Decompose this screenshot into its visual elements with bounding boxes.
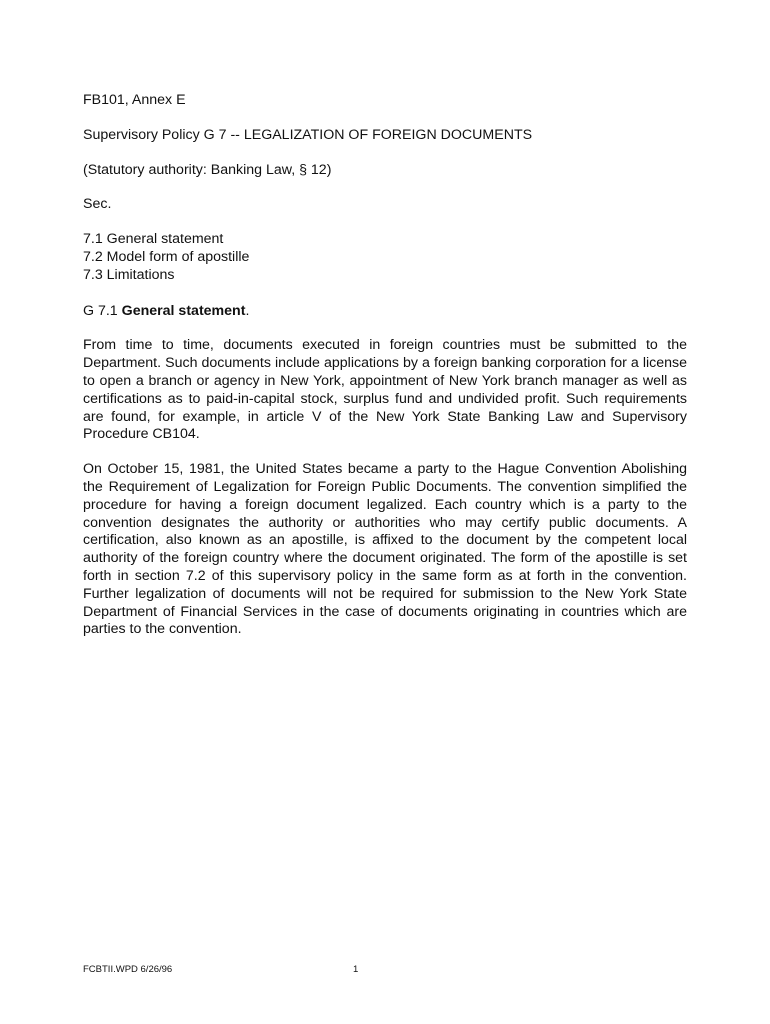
document-body (83, 92, 687, 656)
footer-file-label: FCBTII.WPD 6/26/96 (83, 964, 173, 975)
body-paragraph: On October 15, 1981, the United States became a party to the Hague Convention Abolishing the Requirement of Legalization for Foreign Public Documents. The convention simplified the procedure for having a foreign document legalized. Each country which is a party to the convention designates the authority or authorities who may certify public documents. A certification, also known as an apostille, is affixed to the document by the competent local authority of the foreign country where the document originated. The form of the apostille is set forth in section 7.2 of this supervisory policy in the same form as at forth in the convention. Further legalization of documents will not be required for submission to the New York State Department of Financial Services in the case of documents originating in countries which are parties to the convention. (83, 461, 687, 638)
page-number: 1 (353, 964, 359, 975)
section-heading (83, 303, 687, 321)
table-of-contents (83, 231, 687, 284)
section-number: G 7.1 (83, 302, 122, 319)
annex-label: FB101, Annex E (83, 92, 186, 108)
body-paragraph: From time to time, documents executed in foreign countries must be submitted to the Department. Such documents include applications by a foreign banking corporation for a license to open a branch or agency in New York, appointment of New York branch manager as well as certifications as to paid-in-capital stock, surplus fund and undivided profit. Such requirements are found, for example, in article V of the New York State Banking Law and Supervisory Procedure CB104. (83, 337, 687, 443)
toc-item: 7.1 General statement (83, 231, 224, 248)
section-title: General statement (121, 302, 246, 319)
section-heading-period: . (245, 302, 250, 319)
toc-item: 7.3 Limitations (83, 266, 175, 283)
toc-item: 7.2 Model form of apostille (83, 248, 250, 265)
statutory-authority: (Statutory authority: Banking Law, § 12) (83, 161, 332, 178)
policy-title: Supervisory Policy G 7 -- LEGALIZATION OF FOREIGN DOCUMENTS (83, 126, 533, 143)
sec-label: Sec. (83, 196, 112, 213)
